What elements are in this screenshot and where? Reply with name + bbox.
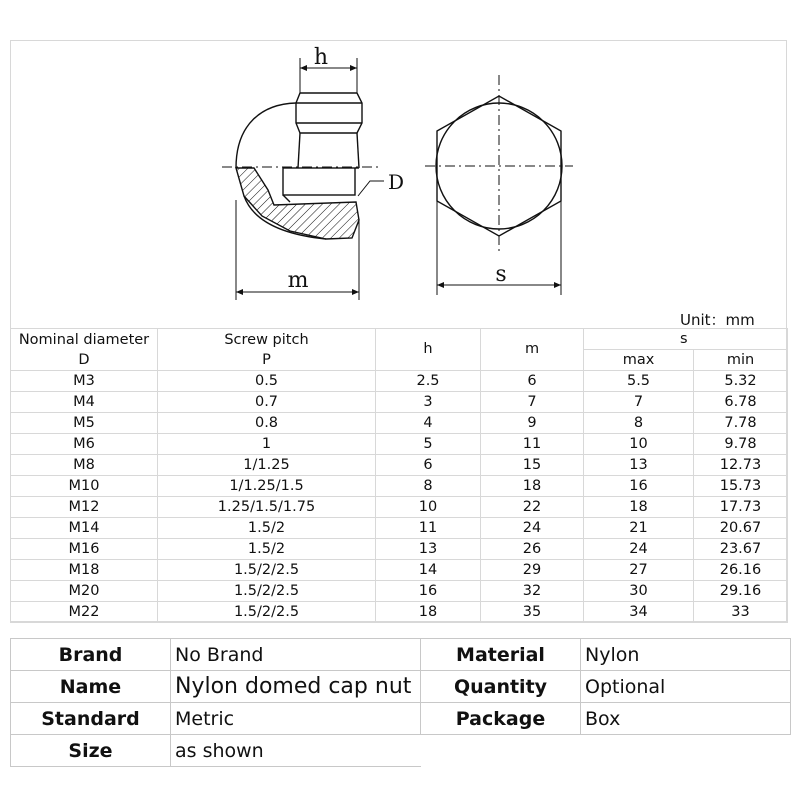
product-info-table [10,638,791,767]
size-label: Size [11,735,171,767]
cell-m: 7 [481,392,584,413]
s-label: s [495,262,507,287]
cell-s-max: 7 [584,392,694,413]
quantity-label: Quantity [421,671,581,703]
cell-pitch: 1/1.25 [158,455,376,476]
spec-header-row [11,329,788,350]
cell-s-min: 15.73 [694,476,788,497]
m-label: m [287,268,309,293]
cell-h: 4 [376,413,481,434]
side-view [222,58,384,300]
cell-s-min: 17.73 [694,497,788,518]
h-label: h [313,45,329,70]
cell-pitch: 1.5/2 [158,518,376,539]
cell-h: 6 [376,455,481,476]
cell-nominal: M4 [11,392,158,413]
cell-nominal: M6 [11,434,158,455]
header-m: m [481,329,584,371]
brand-label: Brand [11,639,171,671]
material-label: Material [421,639,581,671]
empty-cell [581,735,791,767]
table-row [11,602,788,623]
header-pitch: Screw pitch P [158,329,376,371]
cell-s-min: 9.78 [694,434,788,455]
cell-s-max: 27 [584,560,694,581]
cell-pitch: 0.5 [158,371,376,392]
cell-pitch: 1.5/2/2.5 [158,581,376,602]
table-row [11,518,788,539]
cell-s-max: 30 [584,581,694,602]
cell-s-min: 6.78 [694,392,788,413]
name-value: Nylon domed cap nut [171,671,421,703]
dome-arc [236,103,296,168]
table-row [11,539,788,560]
cell-m: 9 [481,413,584,434]
thread-bore [283,168,355,195]
cell-pitch: 1.5/2 [158,539,376,560]
empty-cell [421,735,581,767]
spec-table [10,328,788,623]
cell-s-max: 5.5 [584,371,694,392]
cell-pitch: 1.25/1.5/1.75 [158,497,376,518]
brand-value: No Brand [171,639,421,671]
table-row [11,476,788,497]
header-nominal: Nominal diameter D [11,329,158,371]
cell-m: 22 [481,497,584,518]
table-row [11,434,788,455]
cell-s-min: 20.67 [694,518,788,539]
cell-nominal: M3 [11,371,158,392]
cell-pitch: 1/1.25/1.5 [158,476,376,497]
hex-body [296,93,362,133]
table-row [11,581,788,602]
cell-m: 11 [481,434,584,455]
cell-s-min: 29.16 [694,581,788,602]
technical-drawing [0,0,800,330]
cell-m: 32 [481,581,584,602]
info-row [11,703,791,735]
name-label: Name [11,671,171,703]
cell-nominal: M18 [11,560,158,581]
info-row [11,639,791,671]
header-h: h [376,329,481,371]
table-row [11,560,788,581]
table-row [11,497,788,518]
cell-s-max: 13 [584,455,694,476]
header-s: s [584,329,788,350]
cell-pitch: 1 [158,434,376,455]
table-row [11,413,788,434]
cell-nominal: M20 [11,581,158,602]
table-row [11,455,788,476]
cell-pitch: 0.8 [158,413,376,434]
cell-s-min: 12.73 [694,455,788,476]
cell-s-max: 16 [584,476,694,497]
cell-s-max: 24 [584,539,694,560]
cell-s-max: 10 [584,434,694,455]
info-row [11,735,791,767]
cell-m: 24 [481,518,584,539]
cell-nominal: M14 [11,518,158,539]
cell-nominal: M8 [11,455,158,476]
cell-h: 13 [376,539,481,560]
unit-label: Unit：mm [680,311,755,329]
quantity-value: Optional [581,671,791,703]
cell-s-max: 8 [584,413,694,434]
cell-h: 18 [376,602,481,623]
cell-s-min: 23.67 [694,539,788,560]
material-value: Nylon [581,639,791,671]
standard-label: Standard [11,703,171,735]
cell-pitch: 0.7 [158,392,376,413]
header-s-max: max [584,350,694,371]
cell-h: 11 [376,518,481,539]
cell-nominal: M5 [11,413,158,434]
cell-m: 18 [481,476,584,497]
cell-pitch: 1.5/2/2.5 [158,602,376,623]
cell-nominal: M22 [11,602,158,623]
cell-s-min: 26.16 [694,560,788,581]
cell-s-max: 34 [584,602,694,623]
cell-s-min: 7.78 [694,413,788,434]
table-row [11,392,788,413]
cell-m: 6 [481,371,584,392]
cell-h: 10 [376,497,481,518]
cell-m: 35 [481,602,584,623]
cell-s-max: 21 [584,518,694,539]
cell-nominal: M12 [11,497,158,518]
header-s-min: min [694,350,788,371]
info-row [11,671,791,703]
package-label: Package [421,703,581,735]
cell-s-min: 33 [694,602,788,623]
size-value: as shown [171,735,421,767]
table-row [11,371,788,392]
cell-s-max: 18 [584,497,694,518]
d-label: D [388,170,405,194]
cell-h: 5 [376,434,481,455]
cell-s-min: 5.32 [694,371,788,392]
d-leader [358,181,384,196]
cell-h: 8 [376,476,481,497]
cell-h: 14 [376,560,481,581]
cell-m: 29 [481,560,584,581]
package-value: Box [581,703,791,735]
cell-h: 2.5 [376,371,481,392]
cell-h: 16 [376,581,481,602]
cell-m: 15 [481,455,584,476]
standard-value: Metric [171,703,421,735]
hatched-section [236,168,359,239]
cell-nominal: M10 [11,476,158,497]
cell-m: 26 [481,539,584,560]
cell-h: 3 [376,392,481,413]
cell-nominal: M16 [11,539,158,560]
cell-pitch: 1.5/2/2.5 [158,560,376,581]
